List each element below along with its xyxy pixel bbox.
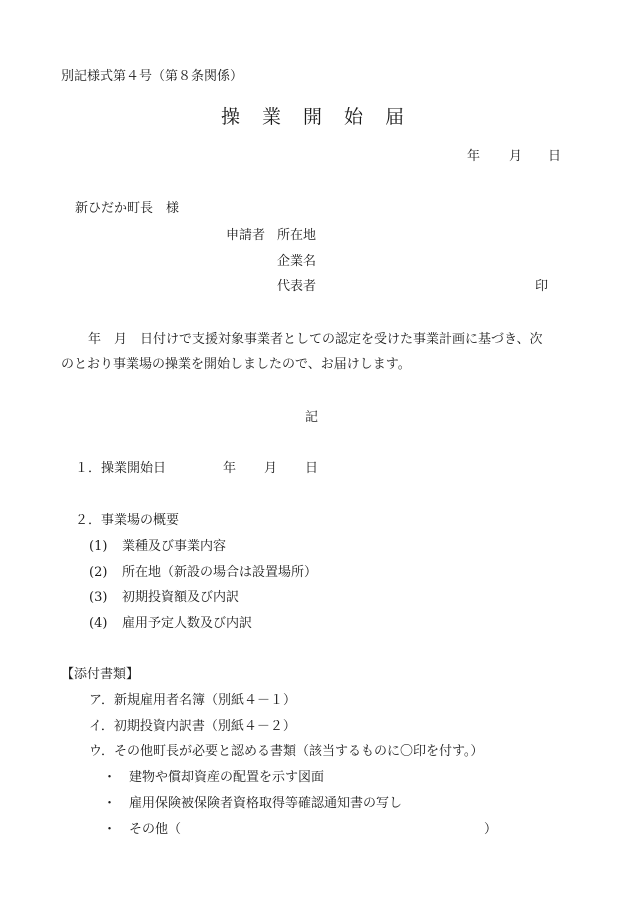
attachment-item: イ．初期投資内訳書（別紙４－２） <box>89 719 296 734</box>
title-char: 届 <box>385 106 405 128</box>
attachment-bullet: ・ その他（ <box>103 822 182 837</box>
attachments-heading: 【添付書類】 <box>61 667 140 682</box>
item1-day: 日 <box>305 461 319 476</box>
item1-year: 年 <box>223 461 237 476</box>
title-char: 操 <box>221 106 241 128</box>
close-paren: ） <box>484 822 498 837</box>
sub-item-number: (4) <box>89 616 108 631</box>
sub-item-text: 雇用予定人数及び内訳 <box>122 616 253 631</box>
sub-item-text: 所在地（新設の場合は設置場所） <box>122 565 318 580</box>
title-char: 業 <box>262 106 282 128</box>
addressee: 新ひだか町長 様 <box>75 201 180 216</box>
body-text-line2: のとおり事業場の操業を開始しましたので、お届けします。 <box>61 357 411 372</box>
seal-mark: 印 <box>535 279 549 294</box>
sub-item-text: 業種及び事業内容 <box>122 539 227 554</box>
date-year: 年 <box>467 149 481 164</box>
item2-label: ２．事業場の概要 <box>75 513 180 528</box>
sub-item-number: (1) <box>89 539 108 554</box>
ki-heading: 記 <box>305 410 319 425</box>
form-reference: 別記様式第４号（第８条関係） <box>61 69 244 84</box>
company-label: 企業名 <box>277 254 317 269</box>
attachment-bullet: ・ 雇用保険被保険者資格取得等確認通知書の写し <box>103 796 403 811</box>
title-char: 開 <box>303 106 323 128</box>
item1-label: １．操業開始日 <box>75 461 167 476</box>
body-text-line1: 年 月 日付けで支援対象事業者としての認定を受けた事業計画に基づき、次 <box>88 332 543 347</box>
document-title <box>221 108 404 127</box>
attachment-item: ウ．その他町長が必要と認める書類（該当するものに〇印を付す。） <box>89 744 484 759</box>
item1-month: 月 <box>264 461 278 476</box>
representative-label: 代表者 <box>277 279 317 294</box>
attachment-bullet: ・ 建物や償却資産の配置を示す図面 <box>103 770 325 785</box>
address-label: 所在地 <box>277 228 317 243</box>
sub-item-number: (3) <box>89 590 108 605</box>
title-char: 始 <box>344 106 364 128</box>
date-month: 月 <box>509 149 523 164</box>
attachment-item: ア．新規雇用者名簿（別紙４－１） <box>89 693 296 708</box>
sub-item-number: (2) <box>89 565 108 580</box>
applicant-label: 申請者 <box>226 228 266 243</box>
sub-item-text: 初期投資額及び内訳 <box>122 590 240 605</box>
date-day: 日 <box>548 149 562 164</box>
